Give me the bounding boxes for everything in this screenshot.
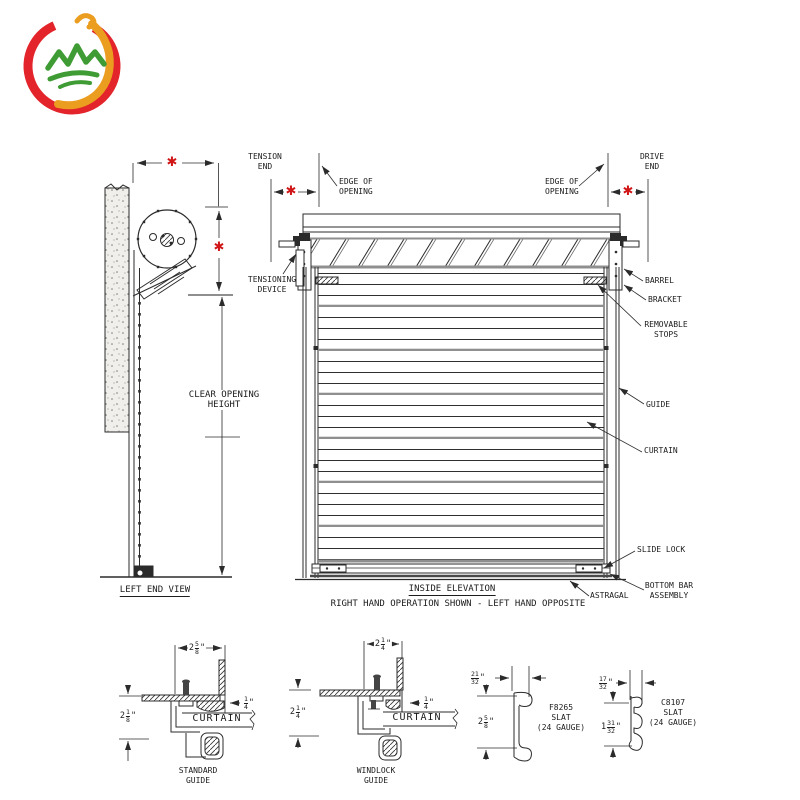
windlock-guide-curtain-text: CURTAIN bbox=[392, 712, 442, 723]
f-slat-left-dimension: 2 5 8 " bbox=[477, 714, 495, 730]
dimension-asterisk-tension: ✱ bbox=[285, 184, 297, 199]
dimension-asterisk-left-view-side: ✱ bbox=[213, 240, 225, 255]
curtain-label: CURTAIN bbox=[644, 446, 678, 455]
edge-of-opening-left-label: EDGE OF OPENING bbox=[339, 177, 373, 196]
windlock-guide-caption: WINDLOCK GUIDE bbox=[356, 766, 396, 785]
dimension-asterisk-drive: ✱ bbox=[622, 184, 634, 199]
f-slat-top-dimension: 21 32 " bbox=[471, 670, 485, 686]
drive-end-label: DRIVE END bbox=[639, 152, 665, 171]
standard-guide-detail bbox=[119, 645, 255, 761]
operation-note: RIGHT HAND OPERATION SHOWN - LEFT HAND OPPOSITE bbox=[330, 599, 586, 609]
inside-elevation-drawing bbox=[279, 214, 639, 580]
barrel-label: BARREL bbox=[645, 276, 674, 285]
c-slat-name: C8107 SLAT (24 GAUGE) bbox=[648, 698, 698, 727]
c-slat-top-dimension: 17 32 " bbox=[599, 675, 613, 691]
guide-label: GUIDE bbox=[646, 400, 671, 409]
standard-guide-left-dimension: 2 1 8 " bbox=[119, 708, 137, 724]
standard-guide-right-dimension: 1 4 " bbox=[244, 695, 255, 711]
bottom-bar-assembly-label: BOTTOM BAR ASSEMBLY bbox=[644, 581, 694, 600]
tensioning-device-label: TENSIONING DEVICE bbox=[247, 275, 297, 294]
tension-end-label: TENSION END bbox=[248, 152, 282, 171]
left-end-view-drawing bbox=[100, 163, 240, 577]
slide-lock-label: SLIDE LOCK bbox=[637, 545, 686, 554]
standard-guide-caption: STANDARD GUIDE bbox=[178, 766, 218, 785]
c-slat-left-dimension: 1 31 32 " bbox=[600, 719, 622, 735]
standard-guide-top-dimension: 2 5 8 " bbox=[188, 640, 206, 656]
left-end-view-caption: LEFT END VIEW bbox=[119, 585, 191, 595]
bracket-label: BRACKET bbox=[648, 295, 682, 304]
windlock-guide-left-dimension: 2 1 4 " bbox=[289, 704, 307, 720]
windlock-guide-right-dimension: 1 4 " bbox=[424, 695, 435, 711]
edge-of-opening-right-label: EDGE OF OPENING bbox=[545, 177, 579, 196]
brand-logo bbox=[12, 6, 132, 126]
clear-opening-height-label: CLEAR OPENING HEIGHT bbox=[188, 390, 260, 410]
astragal-label: ASTRAGAL bbox=[590, 591, 629, 600]
dimension-asterisk-left-view-top: ✱ bbox=[166, 155, 178, 170]
inside-elevation-caption: INSIDE ELEVATION bbox=[408, 584, 496, 594]
standard-guide-curtain-text: CURTAIN bbox=[192, 713, 242, 724]
f-slat-name: F8265 SLAT (24 GAUGE) bbox=[536, 703, 586, 732]
windlock-guide-top-dimension: 2 1 4 " bbox=[374, 636, 392, 652]
removable-stops-label: REMOVABLE STOPS bbox=[644, 320, 688, 339]
